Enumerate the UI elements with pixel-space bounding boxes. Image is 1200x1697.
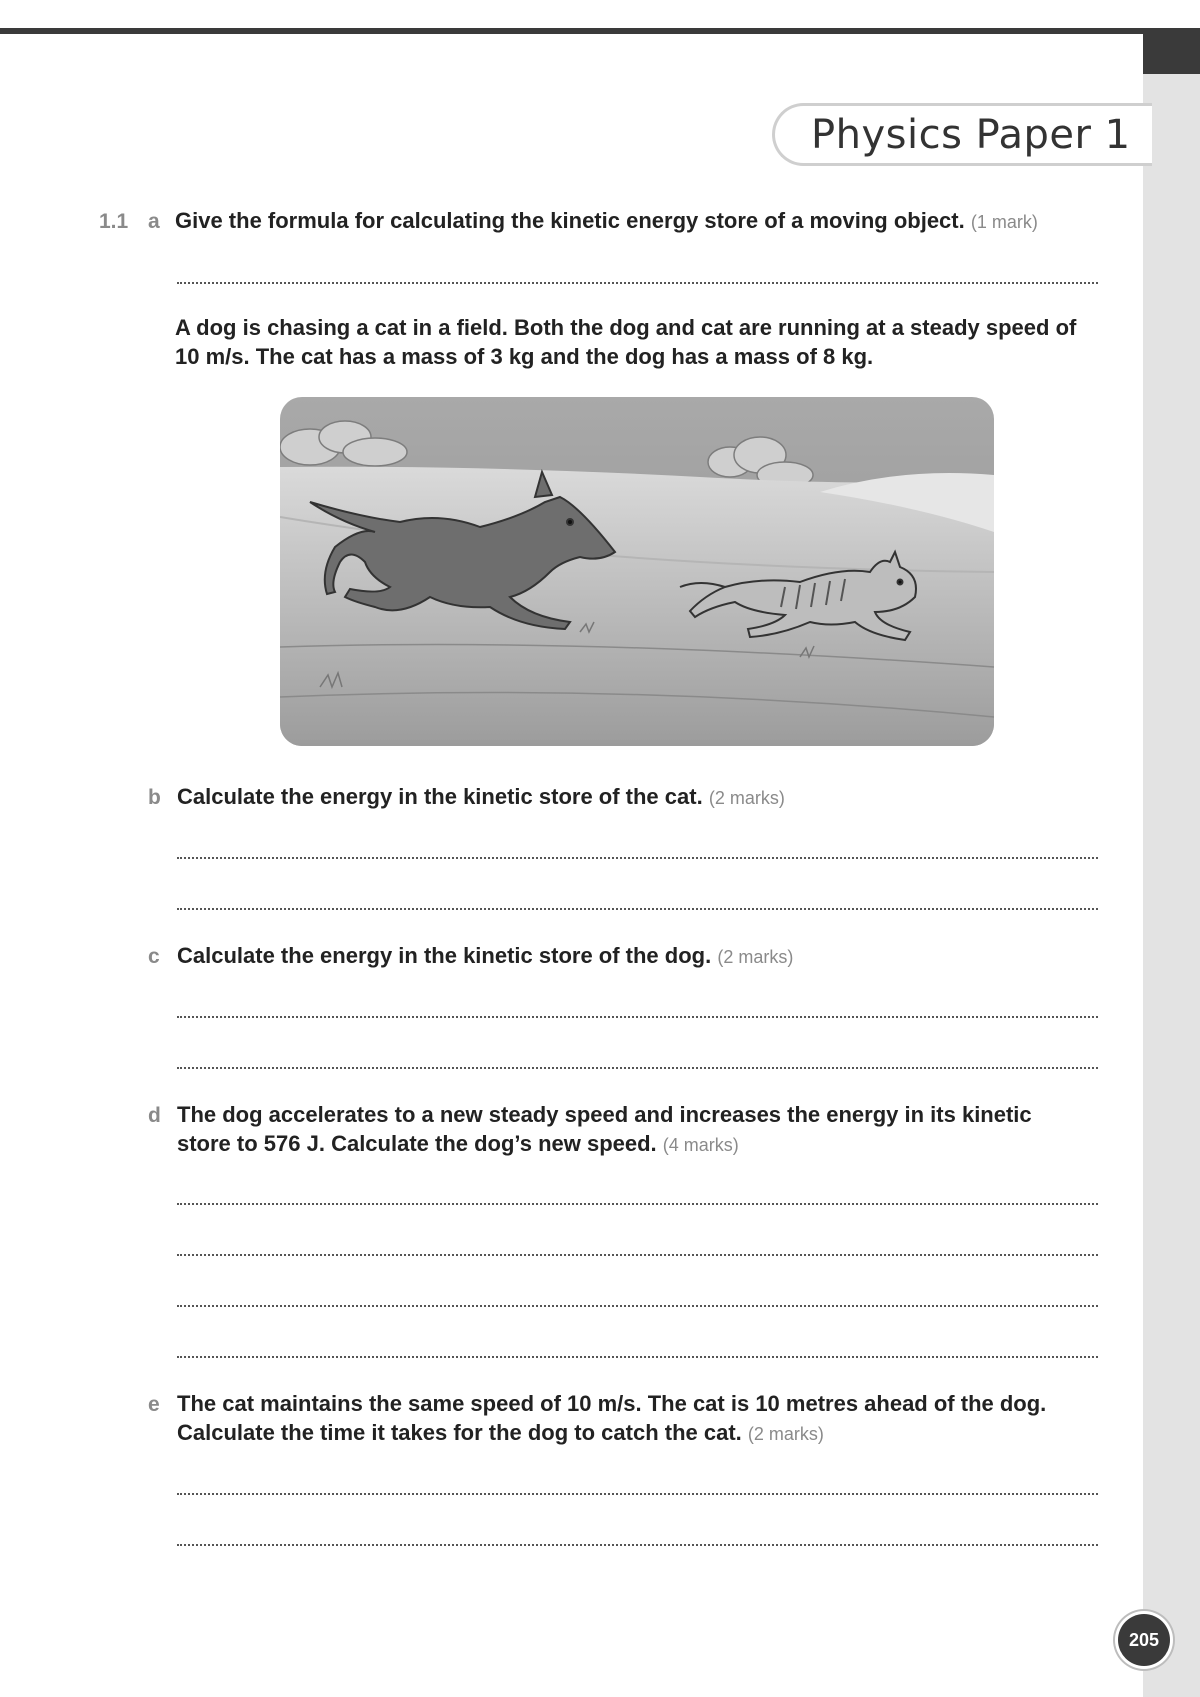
dog-chasing-cat-illustration [280, 397, 994, 746]
page-number-badge: 205 [1118, 1614, 1170, 1666]
part-b-marks: (2 marks) [708, 788, 785, 808]
part-b-question [177, 782, 1107, 813]
part-c-label: c [148, 945, 160, 968]
answer-line[interactable] [177, 857, 1098, 859]
answer-line[interactable] [177, 908, 1098, 910]
answer-line[interactable] [177, 1067, 1098, 1069]
part-d-text-line-1: The dog accelerates to a new steady speed and increases the energy in its kinetic [177, 1102, 1032, 1127]
paper-title-box [772, 103, 1152, 166]
part-d-label: d [148, 1104, 161, 1127]
answer-line[interactable] [177, 1493, 1098, 1495]
question-stem [175, 313, 1105, 371]
part-d-text-line-2 [177, 1129, 1107, 1160]
stem-line-2: 10 m/s. The cat has a mass of 3 kg and the dog has a mass of 8 kg. [175, 344, 874, 369]
part-b-text: Calculate the energy in the kinetic store of the cat. [177, 784, 703, 809]
stem-line-1: A dog is chasing a cat in a field. Both the dog and cat are running at a steady speed of [175, 315, 1077, 340]
part-e-text-line-2-text: Calculate the time it takes for the dog to catch the cat. [177, 1420, 742, 1445]
answer-line[interactable] [177, 1305, 1098, 1307]
part-c-text: Calculate the energy in the kinetic store of the dog. [177, 943, 712, 968]
part-e-question [177, 1389, 1107, 1449]
answer-line[interactable] [177, 1254, 1098, 1256]
answer-line[interactable] [177, 1203, 1098, 1205]
answer-line[interactable] [177, 282, 1098, 284]
answer-line[interactable] [177, 1544, 1098, 1546]
answer-line[interactable] [177, 1356, 1098, 1358]
paper-title: Physics Paper 1 [811, 112, 1131, 158]
part-a-marks: (1 mark) [970, 212, 1038, 232]
part-e-text-line-1: The cat maintains the same speed of 10 m/s. The cat is 10 metres ahead of the dog. [177, 1391, 1047, 1416]
part-a-label: a [148, 210, 160, 233]
right-margin-tab [1143, 34, 1200, 74]
question-number: 1.1 [99, 210, 129, 233]
part-a-text: Give the formula for calculating the kinetic energy store of a moving object. [175, 208, 965, 233]
part-c-marks: (2 marks) [717, 947, 794, 967]
part-d-marks: (4 marks) [662, 1135, 739, 1155]
part-b-label: b [148, 786, 161, 809]
part-d-question [177, 1100, 1107, 1160]
part-e-text-line-2 [177, 1418, 1107, 1449]
part-e-marks: (2 marks) [747, 1424, 824, 1444]
top-bar [0, 28, 1200, 34]
part-a-question [175, 206, 1105, 237]
right-margin [1143, 34, 1200, 1697]
answer-line[interactable] [177, 1016, 1098, 1018]
part-e-label: e [148, 1393, 160, 1416]
part-d-text-line-2-text: store to 576 J. Calculate the dog’s new speed. [177, 1131, 657, 1156]
part-c-question [177, 941, 1107, 972]
